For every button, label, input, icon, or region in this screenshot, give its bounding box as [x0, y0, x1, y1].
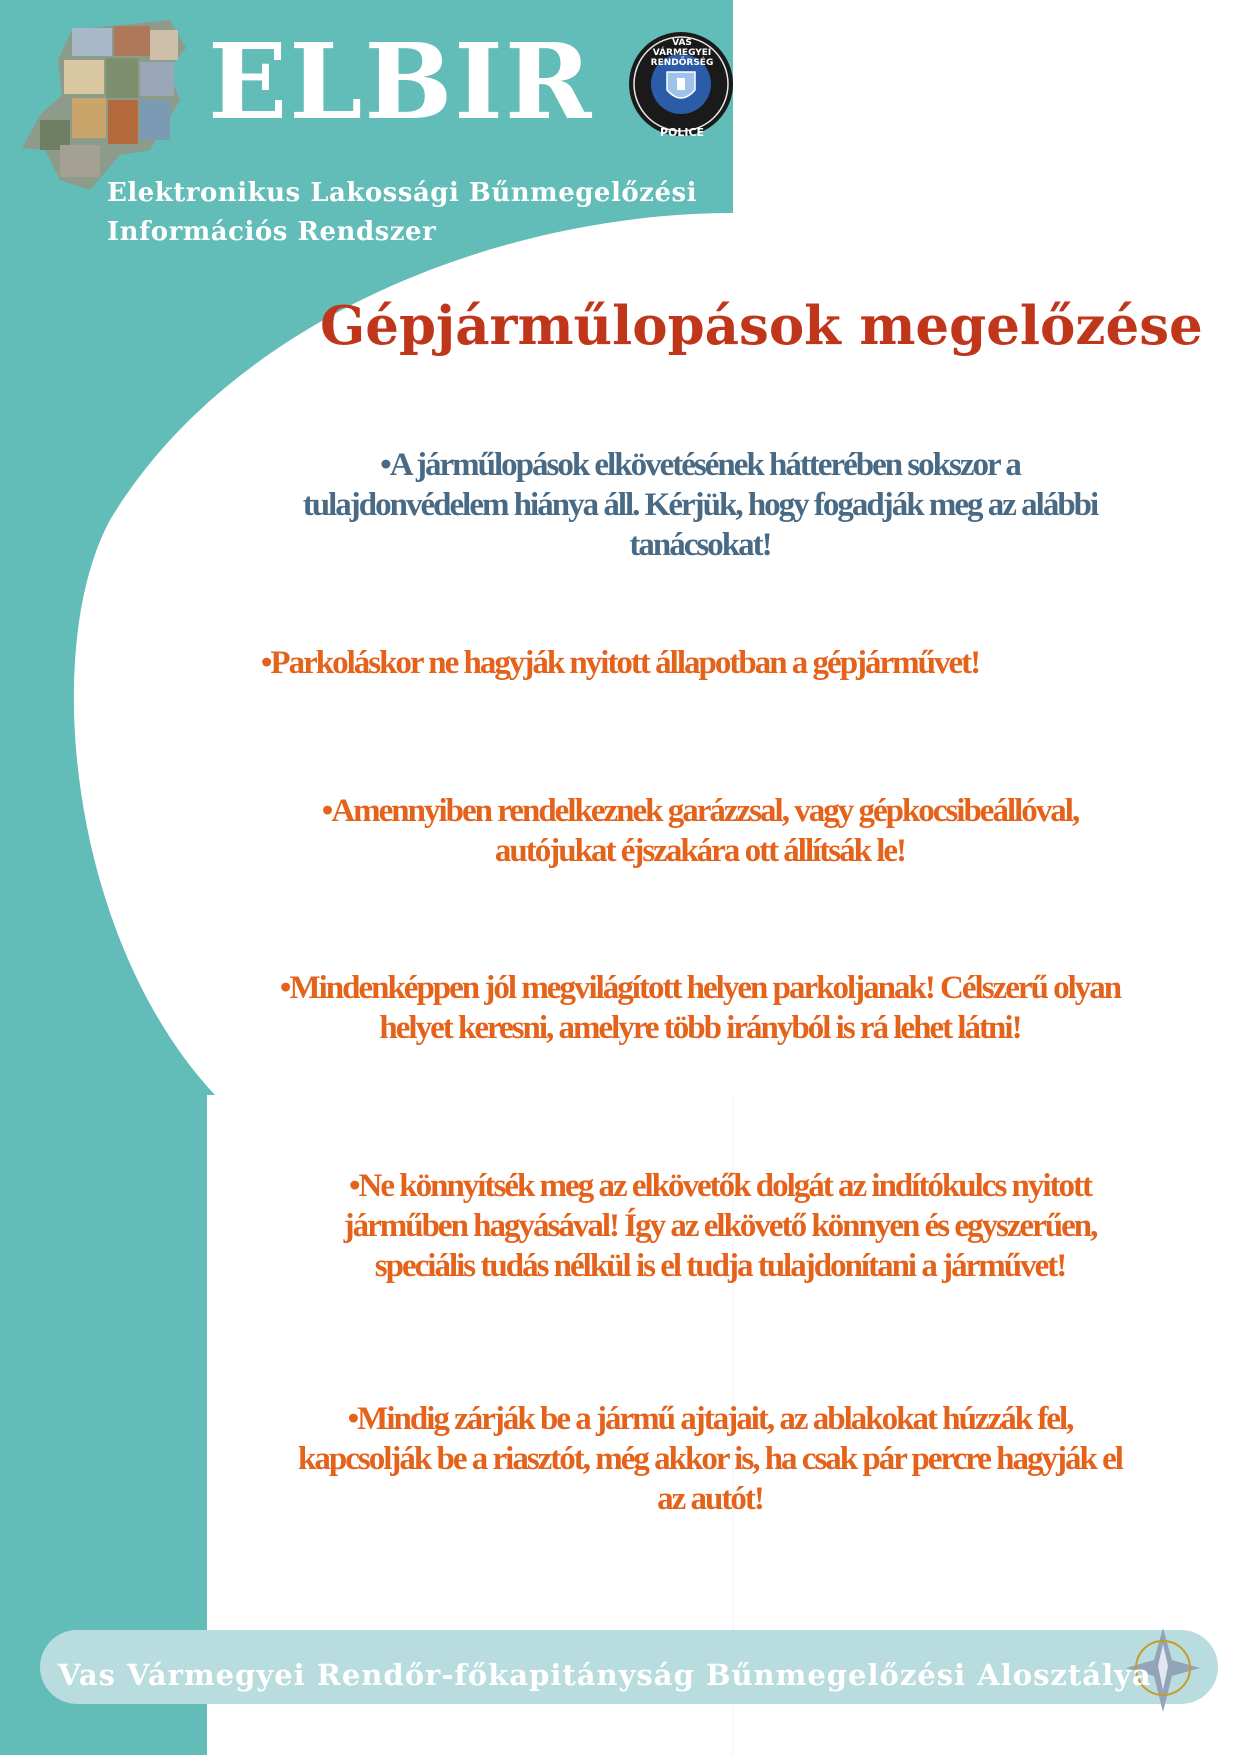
- intro-paragraph: [240, 445, 1160, 565]
- subtitle-line-1: Elektronikus Lakossági Bűnmegelőzési: [107, 178, 697, 208]
- bullet: •: [260, 645, 271, 681]
- elbir-title: ELBIR: [208, 20, 594, 143]
- tip-2-line-2: autójukat éjszakára ott állítsák le!: [494, 833, 906, 869]
- badge-top-text: VAS VÁRMEGYEI RENDŐRSÉG: [650, 38, 714, 68]
- tip-2: [230, 791, 1170, 871]
- tip-1: [210, 643, 1030, 683]
- bullet: •: [380, 447, 390, 483]
- intro-line-2: tulajdonvédelem hiánya áll. Kérjük, hogy fogadják meg az alábbi: [302, 487, 1098, 523]
- intro-line-1: A járműlopások elkövetésének hátterében sokszor a: [389, 447, 1020, 483]
- tip-2-line-1: Amennyiben rendelkeznek garázzsal, vagy gépkocsibeállóval,: [331, 793, 1079, 829]
- bullet: •: [279, 970, 290, 1006]
- badge-bottom-text: POLICE: [659, 126, 705, 139]
- tip-4-line-3: speciális tudás nélkül is el tudja tulajdonítani a járművet!: [374, 1248, 1066, 1284]
- tip-5-line-1: Mindig zárják be a jármű ajtajait, az ablakokat húzzák fel,: [357, 1401, 1073, 1437]
- page-heading: Gépjárműlopások megelőzése: [320, 295, 1203, 357]
- tip-4-line-1: Ne könnyítsék meg az elkövetők dolgát az indítókulcs nyitott: [358, 1168, 1092, 1204]
- tip-3: [230, 968, 1170, 1048]
- tip-5-line-2: kapcsolják be a riasztót, még akkor is, ha csak pár percre hagyják el: [298, 1441, 1122, 1477]
- tip-3-line-1: Mindenképpen jól megvilágított helyen parkoljanak! Célszerű olyan: [289, 970, 1121, 1006]
- subtitle-line-2: Információs Rendszer: [107, 217, 437, 247]
- tip-5: [240, 1399, 1180, 1519]
- tip-1-line-1: Parkoláskor ne hagyják nyitott állapotban a gépjárművet!: [270, 645, 980, 681]
- badge-texts: [642, 38, 722, 139]
- tip-5-line-3: az autót!: [657, 1481, 763, 1517]
- bullet: •: [321, 793, 332, 829]
- tip-4-line-2: járműben hagyásával! Így az elkövető könnyen és egyszerűen,: [343, 1208, 1097, 1244]
- bullet: •: [348, 1168, 359, 1204]
- intro-line-3: tanácsokat!: [629, 527, 771, 563]
- bullet: •: [347, 1401, 358, 1437]
- tip-4: [260, 1166, 1180, 1286]
- footer-text: Vas Vármegyei Rendőr-főkapitányság Bűnmegelőzési Alosztálya: [58, 1658, 1152, 1692]
- tip-3-line-2: helyet keresni, amelyre több irányból is rá lehet látni!: [379, 1010, 1021, 1046]
